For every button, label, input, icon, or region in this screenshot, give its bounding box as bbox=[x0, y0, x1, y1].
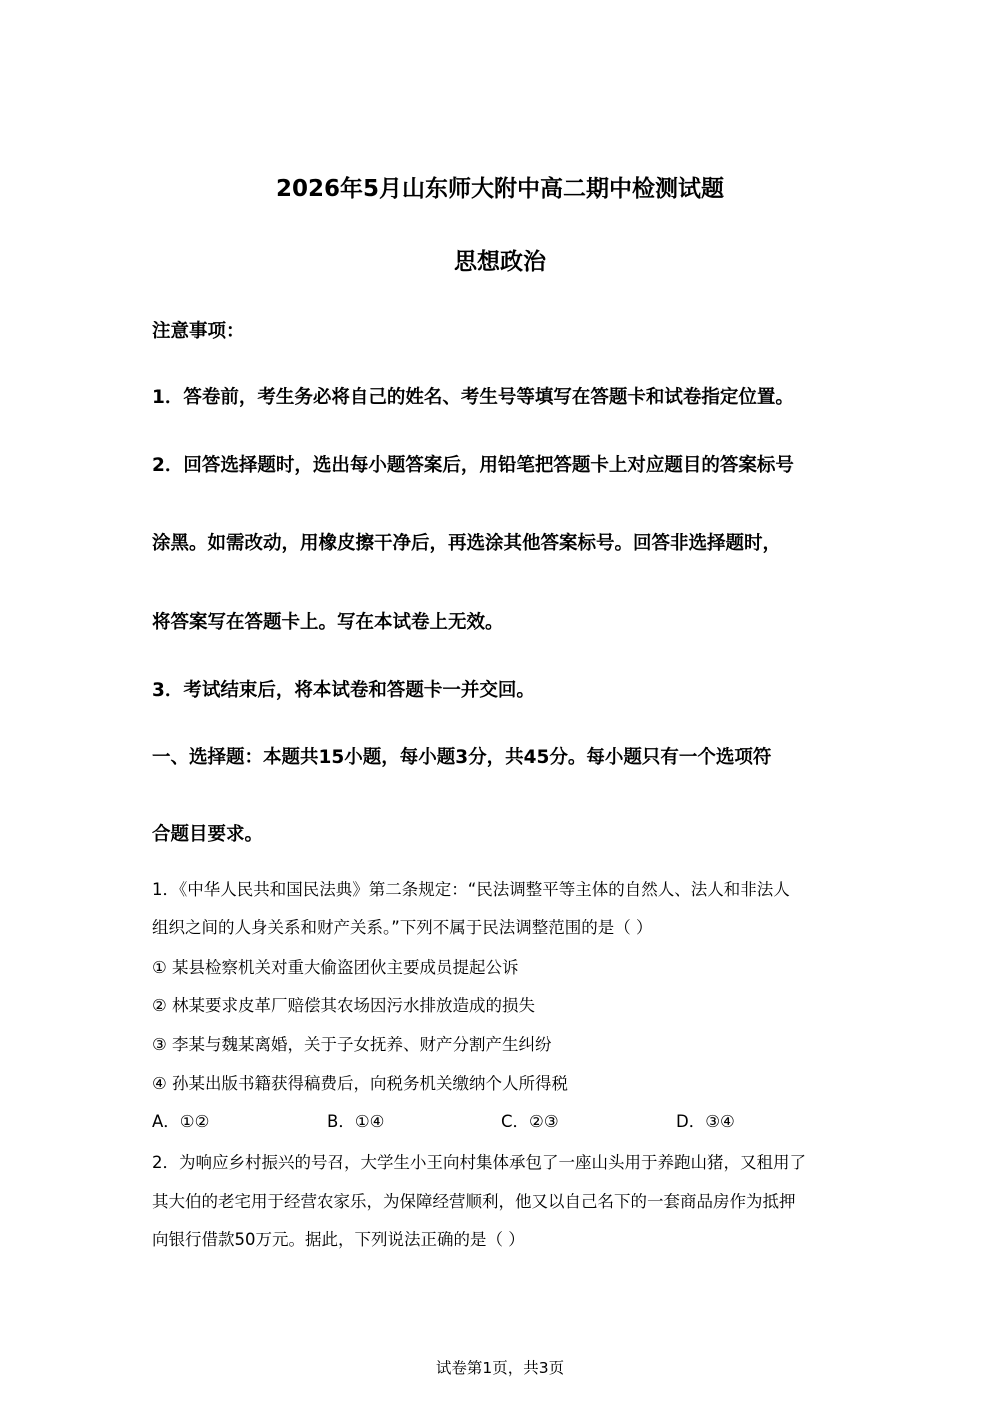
exam-title: 2026年5月山东师大附中高二期中检测试题 bbox=[275, 176, 725, 202]
notes-heading: 注意事项： bbox=[152, 321, 245, 342]
question-1-statement-1: ① 某县检察机关对重大偷盗团伙主要成员提起公诉 bbox=[152, 958, 519, 977]
question-2-stem-line-3: 向银行借款50万元。据此，下列说法正确的是（ ） bbox=[152, 1230, 525, 1249]
question-1-statement-4: ④ 孙某出版书籍获得稿费后，向税务机关缴纳个人所得税 bbox=[152, 1074, 569, 1093]
question-1-stem-line-2: 组织之间的人身关系和财产关系。”下列不属于民法调整范围的是（ ） bbox=[152, 918, 653, 937]
question-1-option-c: C．②③ bbox=[501, 1112, 559, 1131]
notes-item-2-line-1: 2．回答选择题时，选出每小题答案后，用铅笔把答题卡上对应题目的答案标号 bbox=[152, 455, 794, 476]
section-heading-line-1: 一、选择题：本题共15小题，每小题3分，共45分。每小题只有一个选项符 bbox=[152, 747, 772, 768]
question-1-stem-line-1: 1．《中华人民共和国民法典》第二条规定：“民法调整平等主体的自然人、法人和非法人 bbox=[152, 880, 790, 899]
section-heading-line-2: 合题目要求。 bbox=[152, 824, 264, 845]
notes-item-3: 3．考试结束后，将本试卷和答题卡一并交回。 bbox=[152, 680, 535, 701]
question-1-statement-2: ② 林某要求皮革厂赔偿其农场因污水排放造成的损失 bbox=[152, 996, 536, 1015]
question-1-option-d: D．③④ bbox=[676, 1112, 735, 1131]
notes-item-1: 1．答卷前，考生务必将自己的姓名、考生号等填写在答题卡和试卷指定位置。 bbox=[152, 387, 794, 408]
notes-item-2-line-3: 将答案写在答题卡上。写在本试卷上无效。 bbox=[152, 612, 504, 633]
notes-item-2-line-2: 涂黑。如需改动，用橡皮擦干净后，再选涂其他答案标号。回答非选择题时， bbox=[152, 533, 782, 554]
question-1-statement-3: ③ 李某与魏某离婚，关于子女抚养、财产分割产生纠纷 bbox=[152, 1035, 552, 1054]
question-1-option-b: B．①④ bbox=[327, 1112, 385, 1131]
question-1-option-a: A．①② bbox=[152, 1112, 210, 1131]
question-2-stem-line-2: 其大伯的老宅用于经营农家乐，为保障经营顺利，他又以自己名下的一套商品房作为抵押 bbox=[152, 1192, 796, 1211]
page-footer: 试卷第1页，共3页 bbox=[435, 1359, 565, 1377]
question-2-stem-line-1: 2．为响应乡村振兴的号召，大学生小王向村集体承包了一座山头用于养跑山猪，又租用了 bbox=[152, 1153, 806, 1172]
exam-subject: 思想政治 bbox=[454, 249, 546, 275]
